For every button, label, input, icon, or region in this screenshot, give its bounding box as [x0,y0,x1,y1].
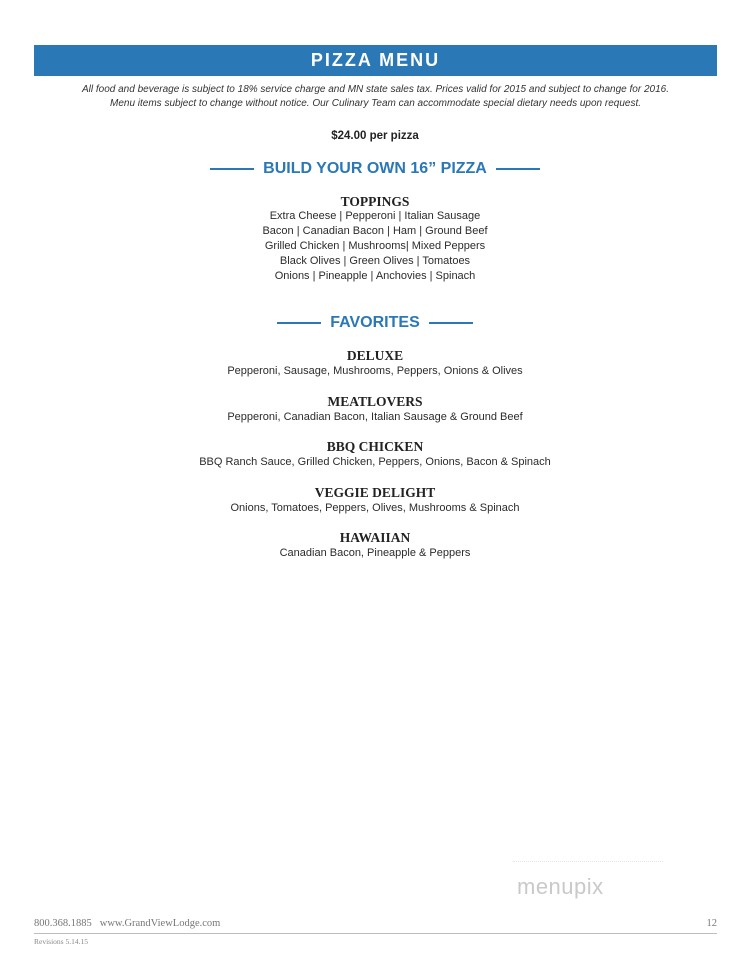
note-line-2: Menu items subject to change without notice. Our Culinary Team can accommodate special dietary needs upon request. [109,97,642,109]
watermark-divider [513,861,663,863]
favorite-name-meatlovers: MEATLOVERS [327,394,423,409]
note-line-1: All food and beverage is subject to 18% service charge and MN state sales tax. Prices valid for 2015 and subject to change for 2016. [81,84,669,95]
toppings-line: Onions | Pineapple | Anchovies | Spinach [274,270,476,282]
toppings-line: Black Olives | Green Olives | Tomatoes [279,255,471,267]
price-per-pizza: $24.00 per pizza [331,130,419,142]
favorite-description: BBQ Ranch Sauce, Grilled Chicken, Peppers, Onions, Bacon & Spinach [199,456,551,468]
page-number: 12 [706,918,717,929]
heading-rule-right [496,168,540,170]
footer-phone: 800.368.1885 [34,918,92,929]
toppings-line: Bacon | Canadian Bacon | Ham | Ground Beef [262,225,488,237]
revision-date: Revisions 5.14.15 [34,937,88,946]
footer-website: www.GrandViewLodge.com [99,918,221,929]
toppings-title: TOPPINGS [340,194,410,209]
build-your-own-title: BUILD YOUR OWN 16” PIZZA [263,160,487,177]
heading-rule-right [429,322,473,324]
heading-rule-left [210,168,254,170]
service-charge-note [34,83,717,110]
favorite-name-deluxe: DELUXE [346,348,404,363]
menupix-watermark: menupix [517,874,604,899]
favorite-name-veggie-delight: VEGGIE DELIGHT [314,485,436,500]
toppings-list [0,209,750,284]
favorite-name-bbq-chicken: BBQ CHICKEN [326,439,424,454]
favorite-description: Pepperoni, Canadian Bacon, Italian Sausage & Ground Beef [227,411,523,423]
toppings-line: Extra Cheese | Pepperoni | Italian Sausage [269,210,481,222]
footer-divider [34,933,717,934]
footer-contact [34,918,228,929]
favorites-title: FAVORITES [330,314,420,331]
toppings-line: Grilled Chicken | Mushrooms| Mixed Peppers [264,240,486,252]
build-your-own-heading [0,160,750,178]
heading-rule-left [277,322,321,324]
favorite-description: Pepperoni, Sausage, Mushrooms, Peppers, Onions & Olives [227,365,523,377]
favorite-description: Onions, Tomatoes, Peppers, Olives, Mushrooms & Spinach [230,502,520,514]
menu-title: PIZZA MENU [310,50,441,70]
favorite-name-hawaiian: HAWAIIAN [339,530,411,545]
favorites-heading [0,314,750,332]
favorite-description: Canadian Bacon, Pineapple & Peppers [279,547,471,559]
menu-title-banner [34,45,717,76]
